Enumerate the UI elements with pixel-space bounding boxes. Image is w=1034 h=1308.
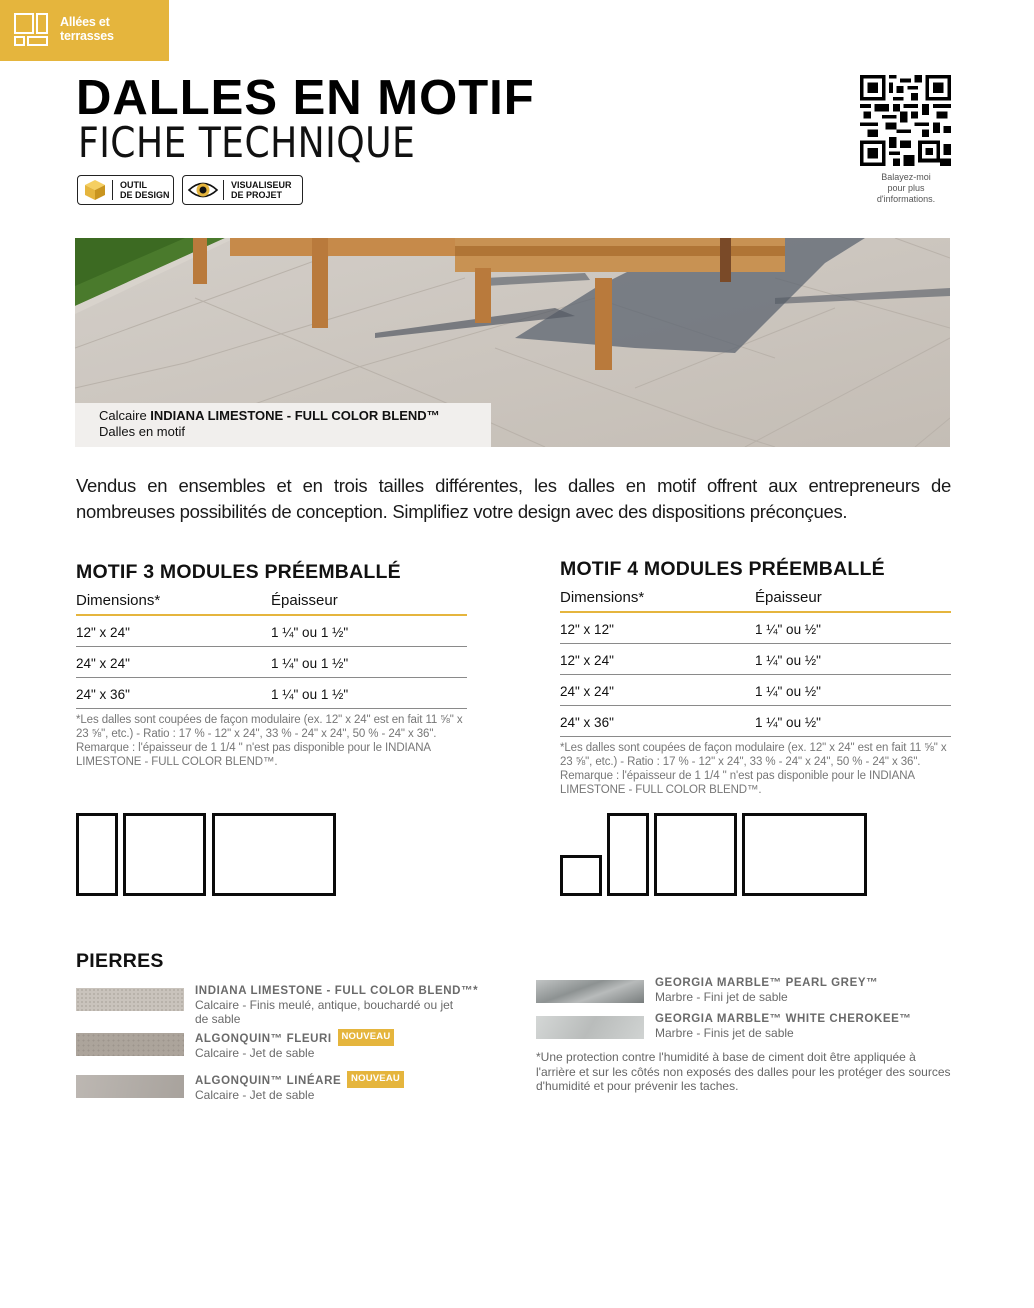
design-tool-button[interactable] <box>77 175 174 205</box>
thickness-cell: 1 ¼" ou ½" <box>755 674 951 705</box>
tile-12x24 <box>76 813 118 896</box>
new-badge: NOUVEAU <box>347 1071 404 1088</box>
stones-note: *Une protection contre l'humidité à base de ciment doit être appliquée à l'arrière et sur les côtés non exposés des dalles pour les protéger des sources d'humidité et pour prévenir les taches. <box>536 1050 951 1093</box>
category-label: Allées et terrasses <box>60 15 114 43</box>
thickness-cell: 1 ¼" ou ½" <box>755 612 951 643</box>
page-subtitle: FICHE TECHNIQUE <box>78 118 416 167</box>
dimension-cell: 12" x 12" <box>560 612 755 643</box>
hero-photo <box>75 238 950 447</box>
tile-24x24 <box>123 813 206 896</box>
tile-12x24 <box>607 813 649 896</box>
hero-caption-product: INDIANA LIMESTONE - FULL COLOR BLEND™ <box>150 408 440 423</box>
motif-3-title: MOTIF 3 MODULES PRÉEMBALLÉ <box>76 561 401 583</box>
stone-swatch <box>76 988 184 1011</box>
motif-4-section <box>560 557 951 797</box>
thickness-cell: 1 ¼" ou 1 ½" <box>271 677 467 708</box>
stone-name: INDIANA LIMESTONE - FULL COLOR BLEND™* <box>195 985 479 997</box>
new-badge: NOUVEAU <box>338 1029 395 1046</box>
motif-4-table <box>560 587 951 737</box>
column-header-dimensions: Dimensions* <box>76 590 271 615</box>
stone-desc: Calcaire - Finis meulé, antique, bouchardé ou jet de sable <box>195 998 454 1026</box>
table-row <box>560 612 951 643</box>
hero-caption <box>75 403 491 447</box>
motif-3-table <box>76 590 467 709</box>
paving-layout-icon <box>14 13 48 46</box>
hero-caption-prefix: Calcaire <box>99 408 151 423</box>
stone-swatch <box>76 1075 184 1098</box>
dimension-cell: 12" x 24" <box>560 643 755 674</box>
page-title: DALLES EN MOTIF <box>76 71 535 125</box>
design-tool-label: OUTIL DE DESIGN <box>120 180 170 200</box>
table-row <box>76 646 467 677</box>
stones-title: PIERRES <box>76 950 164 972</box>
project-visualizer-button[interactable] <box>182 175 303 205</box>
column-header-dimensions: Dimensions* <box>560 587 755 612</box>
stone-swatch <box>536 1016 644 1039</box>
stone-desc: Calcaire - Jet de sable <box>195 1088 315 1102</box>
table-row <box>76 677 467 708</box>
stone-name: GEORGIA MARBLE™ WHITE CHEROKEE™ <box>655 1013 912 1025</box>
table-row <box>560 643 951 674</box>
motif-4-title: MOTIF 4 MODULES PRÉEMBALLÉ <box>560 558 885 580</box>
thickness-cell: 1 ¼" ou 1 ½" <box>271 615 467 646</box>
dimension-cell: 12" x 24" <box>76 615 271 646</box>
tile-12x12 <box>560 855 602 896</box>
hero-caption-line2: Dalles en motif <box>99 424 185 439</box>
qr-caption: Balayez-moi pour plus d'informations. <box>876 172 936 204</box>
project-visualizer-label: VISUALISEUR DE PROJET <box>231 180 292 200</box>
badge-divider <box>223 180 224 200</box>
column-header-thickness: Épaisseur <box>755 587 951 612</box>
eye-icon <box>183 176 223 204</box>
motif-3-footnote: *Les dalles sont coupées de façon modulaire (ex. 12" x 24" est en fait 11 ⅝" x 23 ⅝", etc.) - Ratio : 17 % - 12" x 24", 33 % - 24" x 24", 50 % - 24" x 36". Remarque : l'épaisseur de 1 1/4 " n'est pas disponible pour le INDIANA LIMESTONE - FULL COLOR BLEND™. <box>76 713 463 768</box>
dimension-cell: 24" x 24" <box>76 646 271 677</box>
stone-name: ALGONQUIN™ LINÉARE <box>195 1075 342 1087</box>
stone-desc: Calcaire - Jet de sable <box>195 1046 315 1060</box>
stone-name: ALGONQUIN™ FLEURI <box>195 1033 332 1045</box>
qr-code[interactable] <box>860 75 951 166</box>
table-row <box>76 615 467 646</box>
stone-swatch <box>76 1033 184 1056</box>
motif-4-footnote: *Les dalles sont coupées de façon modulaire (ex. 12" x 24" est en fait 11 ⅝" x 23 ⅝", etc.) - Ratio : 17 % - 12" x 24", 33 % - 24" x 24", 50 % - 24" x 36". Remarque : l'épaisseur de 1 1/4 " n'est pas disponible pour le INDIANA LIMESTONE - FULL COLOR BLEND™. <box>560 741 947 796</box>
stone-desc: Marbre - Fini jet de sable <box>655 990 788 1004</box>
motif-3-section <box>76 560 467 769</box>
stone-swatch <box>536 980 644 1003</box>
dimension-cell: 24" x 36" <box>76 677 271 708</box>
table-row <box>560 705 951 736</box>
column-header-thickness: Épaisseur <box>271 590 467 615</box>
dimension-cell: 24" x 36" <box>560 705 755 736</box>
thickness-cell: 1 ¼" ou ½" <box>755 643 951 674</box>
thickness-cell: 1 ¼" ou ½" <box>755 705 951 736</box>
dimension-cell: 24" x 24" <box>560 674 755 705</box>
thickness-cell: 1 ¼" ou 1 ½" <box>271 646 467 677</box>
stone-desc: Marbre - Finis jet de sable <box>655 1026 794 1040</box>
category-tab[interactable] <box>0 0 169 61</box>
table-row <box>560 674 951 705</box>
tile-24x36 <box>742 813 867 896</box>
intro-paragraph: Vendus en ensembles et en trois tailles différentes, les dalles en motif offrent aux entrepreneurs de nombreuses possibilités de conception. Simplifiez votre design avec des dispositions préconçues. <box>76 475 951 522</box>
badge-divider <box>112 180 113 200</box>
cube-icon <box>78 176 112 204</box>
tile-24x36 <box>212 813 336 896</box>
stone-name: GEORGIA MARBLE™ PEARL GREY™ <box>655 977 879 989</box>
tile-24x24 <box>654 813 737 896</box>
